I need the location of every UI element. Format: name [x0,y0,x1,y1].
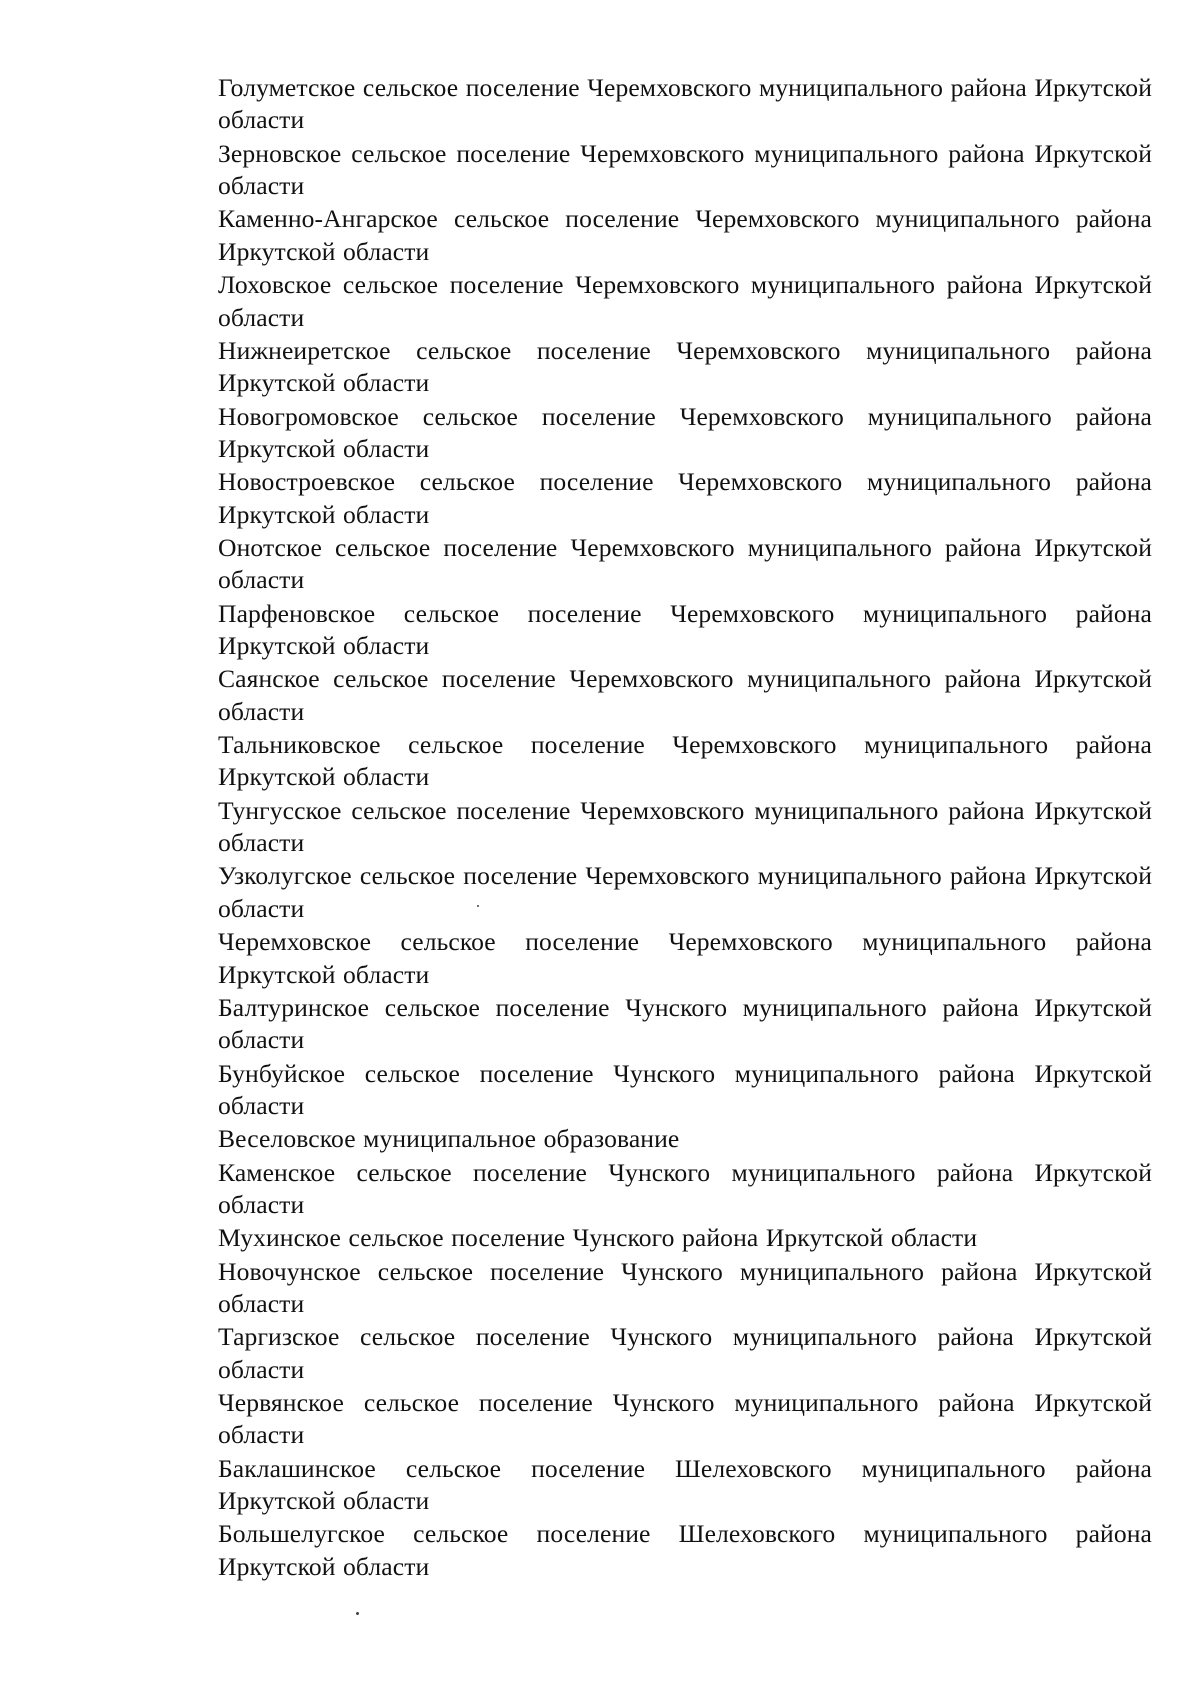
list-item: Новостроевское сельское поселение Черемховского муниципального района Иркутской области [218,467,1152,529]
list-item: Саянское сельское поселение Черемховского муниципального района Иркутской области [218,664,1152,726]
list-item: Парфеновское сельское поселение Черемховского муниципального района Иркутской области [218,598,1152,661]
list-item: Баклашинское сельское поселение Шелеховского муниципального района Иркутской области [218,1453,1152,1516]
list-item: Веселовское муниципальное образование [218,1124,680,1154]
list-item: Онотское сельское поселение Черемховского муниципального района Иркутской области [218,532,1152,595]
scan-speck [356,1612,359,1615]
list-item: Узколугское сельское поселение Черемховского муниципального района Иркутской области [218,861,1152,923]
list-item: Каменское сельское поселение Чунского муниципального района Иркутской области [218,1157,1152,1219]
list-item: Новочунское сельское поселение Чунского муниципального района Иркутской области [218,1256,1152,1318]
list-item: Таргизское сельское поселение Чунского муниципального района Иркутской области [218,1322,1152,1384]
list-item: Новогромовское сельское поселение Черемховского муниципального района Иркутской области [218,401,1152,463]
list-item: Большелугское сельское поселение Шелеховского муниципального района Иркутской области [218,1519,1152,1581]
list-item: Тальниковское сельское поселение Черемховского муниципального района Иркутской области [218,730,1152,792]
scan-speck [477,905,479,907]
list-item: Мухинское сельское поселение Чунского района Иркутской области [218,1223,978,1253]
list-item: Лоховское сельское поселение Черемховского муниципального района Иркутской области [218,270,1152,332]
list-item: Нижнеиретское сельское поселение Черемховского муниципального района Иркутской области [218,335,1152,398]
list-item: Тунгусское сельское поселение Черемховского муниципального района Иркутской области [218,795,1152,858]
list-item: Черемховское сельское поселение Черемховского муниципального района Иркутской области [218,927,1152,989]
list-item: Голуметское сельское поселение Черемховского муниципального района Иркутской области [218,73,1152,135]
list-item: Каменно-Ангарское сельское поселение Черемховского муниципального района Иркутской области [218,204,1152,266]
list-item: Бунбуйское сельское поселение Чунского муниципального района Иркутской области [218,1058,1152,1120]
list-item: Балтуринское сельское поселение Чунского муниципального района Иркутской области [218,992,1152,1055]
settlement-list [218,72,1152,1584]
list-item: Червянское сельское поселение Чунского муниципального района Иркутской области [218,1387,1152,1450]
list-item: Зерновское сельское поселение Черемховского муниципального района Иркутской области [218,138,1152,201]
